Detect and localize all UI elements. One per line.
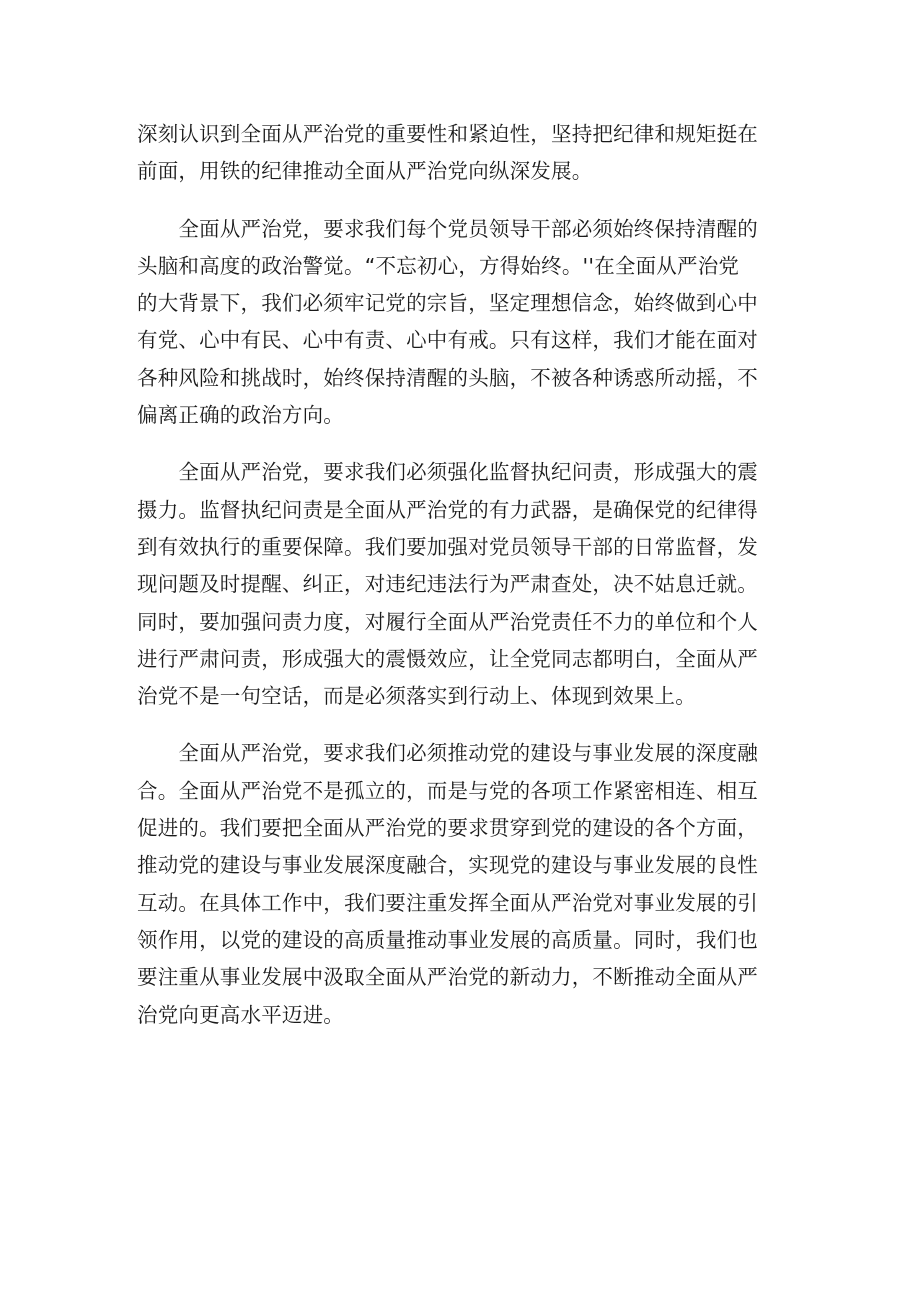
text-line: 推动党的建设与事业发展深度融合，实现党的建设与事业发展的良性	[137, 853, 758, 878]
text-line: 的大背景下，我们必须牢记党的宗旨，坚定理想信念，始终做到心中	[137, 291, 758, 316]
text-line: 有党、心中有民、心中有责、心中有戒。只有这样，我们才能在面对	[137, 328, 758, 353]
paragraph-3	[137, 454, 787, 715]
text-line: 互动。在具体工作中，我们要注重发挥全面从严治党对事业发展的引	[137, 890, 758, 915]
text-line: 全面从严治党，要求我们必须推动党的建设与事业发展的深度融	[137, 741, 758, 766]
text-line: 摄力。监督执纪问责是全面从严治党的有力武器，是确保党的纪律得	[137, 497, 758, 522]
paragraph-4	[137, 735, 787, 1033]
text-line: 同时，要加强问责力度，对履行全面从严治党责任不力的单位和个人	[137, 609, 758, 634]
text-line: 治党向更高水平迈进。	[137, 1002, 344, 1027]
text-line: 偏离正确的政治方向。	[137, 403, 344, 428]
text-line: 合。全面从严治党不是孤立的，而是与党的各项工作紧密相连、相互	[137, 778, 758, 803]
paragraph-2	[137, 211, 787, 435]
text-line: 头脑和高度的政治警觉。“不忘初心，方得始终。''在全面从严治党	[137, 253, 740, 278]
text-line: 前面，用铁的纪律推动全面从严治党向纵深发展。	[137, 159, 593, 184]
text-line: 各种风险和挑战时，始终保持清醒的头脑，不被各种诱惑所动摇，不	[137, 365, 758, 390]
paragraph-1	[137, 116, 787, 191]
text-line: 治党不是一句空话，而是必须落实到行动上、体现到效果上。	[137, 684, 696, 709]
text-line: 全面从严治党，要求我们必须强化监督执纪问责，形成强大的震	[137, 460, 758, 485]
text-line: 现问题及时提醒、纠正，对违纪违法行为严肃查处，决不姑息迁就。	[137, 572, 758, 597]
text-line: 领作用，以党的建设的高质量推动事业发展的高质量。同时，我们也	[137, 927, 758, 952]
text-line: 要注重从事业发展中汲取全面从严治党的新动力，不断推动全面从严	[137, 965, 758, 990]
document-body	[137, 116, 787, 1054]
text-line: 促进的。我们要把全面从严治党的要求贯穿到党的建设的各个方面，	[137, 816, 758, 841]
text-line: 进行严肃问责，形成强大的震慑效应，让全党同志都明白，全面从严	[137, 646, 758, 671]
text-line: 到有效执行的重要保障。我们要加强对党员领导干部的日常监督，发	[137, 534, 758, 559]
text-line: 深刻认识到全面从严治党的重要性和紧迫性，坚持把纪律和规矩挺在	[137, 122, 758, 146]
text-line: 全面从严治党，要求我们每个党员领导干部必须始终保持清醒的	[137, 216, 758, 241]
